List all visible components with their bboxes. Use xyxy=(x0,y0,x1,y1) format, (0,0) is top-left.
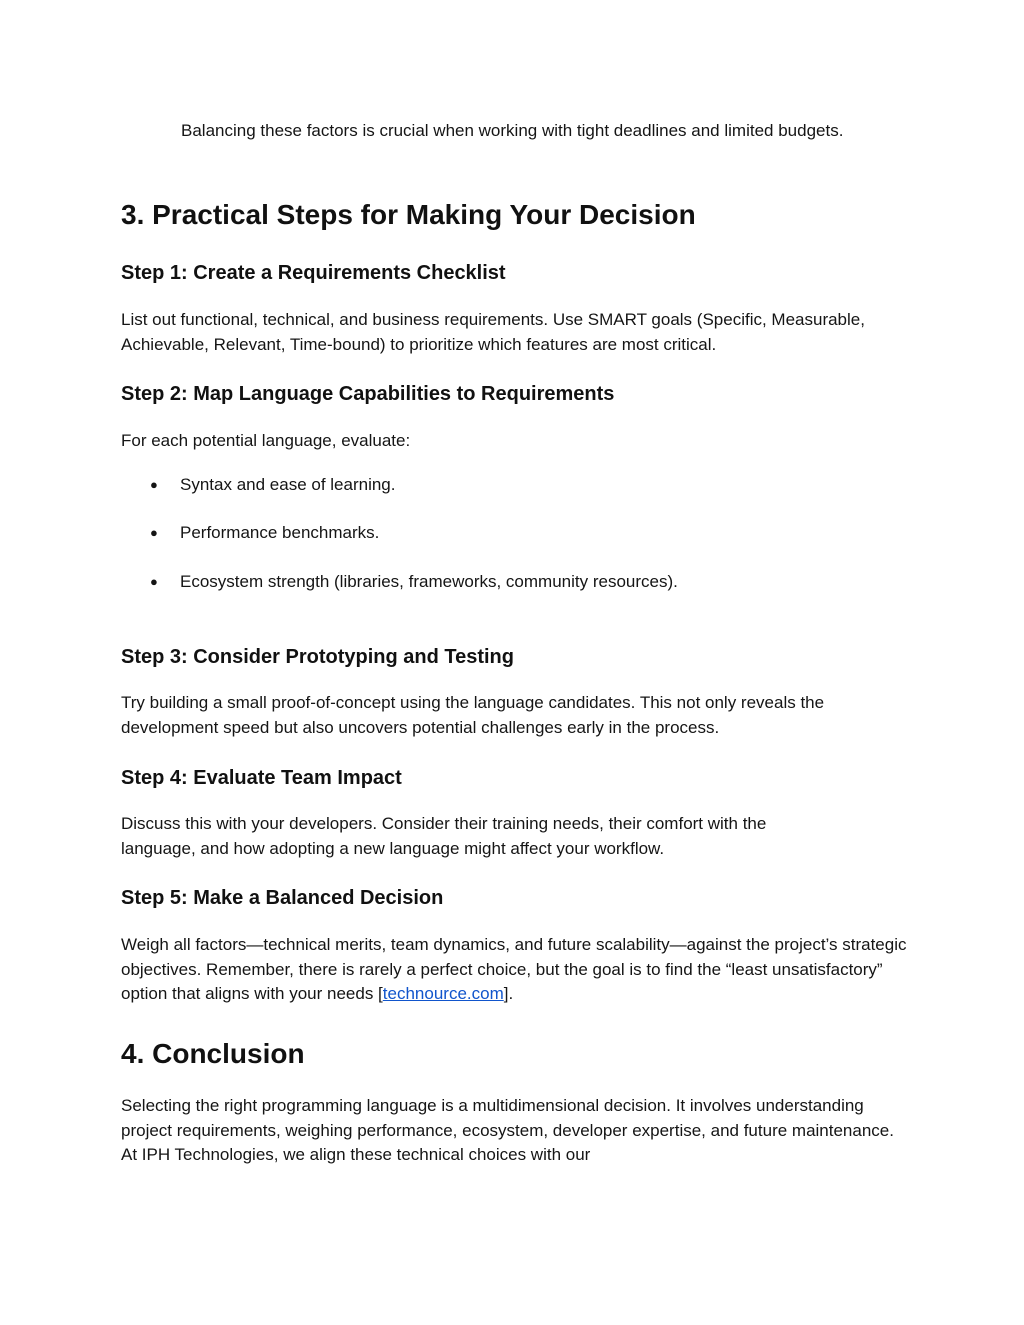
step4-heading: Step 4: Evaluate Team Impact xyxy=(121,767,402,789)
list-item-text: Ecosystem strength (libraries, frameworks, community resources). xyxy=(180,572,678,591)
step3-body: Try building a small proof-of-concept using the language candidates. This not only reveals the development speed but also uncovers potential challenges early in the process. xyxy=(121,693,825,737)
step5-heading: Step 5: Make a Balanced Decision xyxy=(121,887,444,909)
step5-body-text: Weigh all factors—technical merits, team dynamics, and future scalability—against the project’s strategic objectives. Remember, there is rarely a perfect choice, but the goal is to find the “least unsatisfactory” option that aligns with your needs [ xyxy=(121,935,907,1003)
bullet-icon: ● xyxy=(150,525,158,540)
bullet-icon: ● xyxy=(150,574,158,589)
step5-body xyxy=(121,933,911,1007)
section3-heading: 3. Practical Steps for Making Your Decision xyxy=(121,199,696,230)
conclusion-body: Selecting the right programming language is a multidimensional decision. It involves understanding project requirements, weighing performance, ecosystem, developer expertise, and future maintenance. At IPH Technologies, we align these technical choices with our xyxy=(121,1096,894,1164)
list-item-text: Performance benchmarks. xyxy=(180,523,380,542)
step1-heading: Step 1: Create a Requirements Checklist xyxy=(121,262,506,284)
step2-intro: For each potential language, evaluate: xyxy=(121,431,411,450)
list-item xyxy=(150,473,395,497)
step5-body-closing: ]. xyxy=(503,984,514,1003)
list-item-text: Syntax and ease of learning. xyxy=(180,475,396,494)
list-item xyxy=(150,570,678,594)
intro-line: Balancing these factors is crucial when working with tight deadlines and limited budgets. xyxy=(181,121,844,140)
section4-heading: 4. Conclusion xyxy=(121,1038,305,1069)
bullet-icon: ● xyxy=(150,477,158,492)
step1-body: List out functional, technical, and business requirements. Use SMART goals (Specific, Measurable, Achievable, Relevant, Time-bound) to prioritize which features are most critical. xyxy=(121,310,865,354)
step2-heading: Step 2: Map Language Capabilities to Requirements xyxy=(121,383,615,405)
technource-link[interactable]: technource.com xyxy=(382,984,504,1003)
step4-body: Discuss this with your developers. Consider their training needs, their comfort with the language, and how adopting a new language might affect your workflow. xyxy=(121,814,767,858)
step3-heading: Step 3: Consider Prototyping and Testing xyxy=(121,646,514,668)
list-item xyxy=(150,521,379,545)
